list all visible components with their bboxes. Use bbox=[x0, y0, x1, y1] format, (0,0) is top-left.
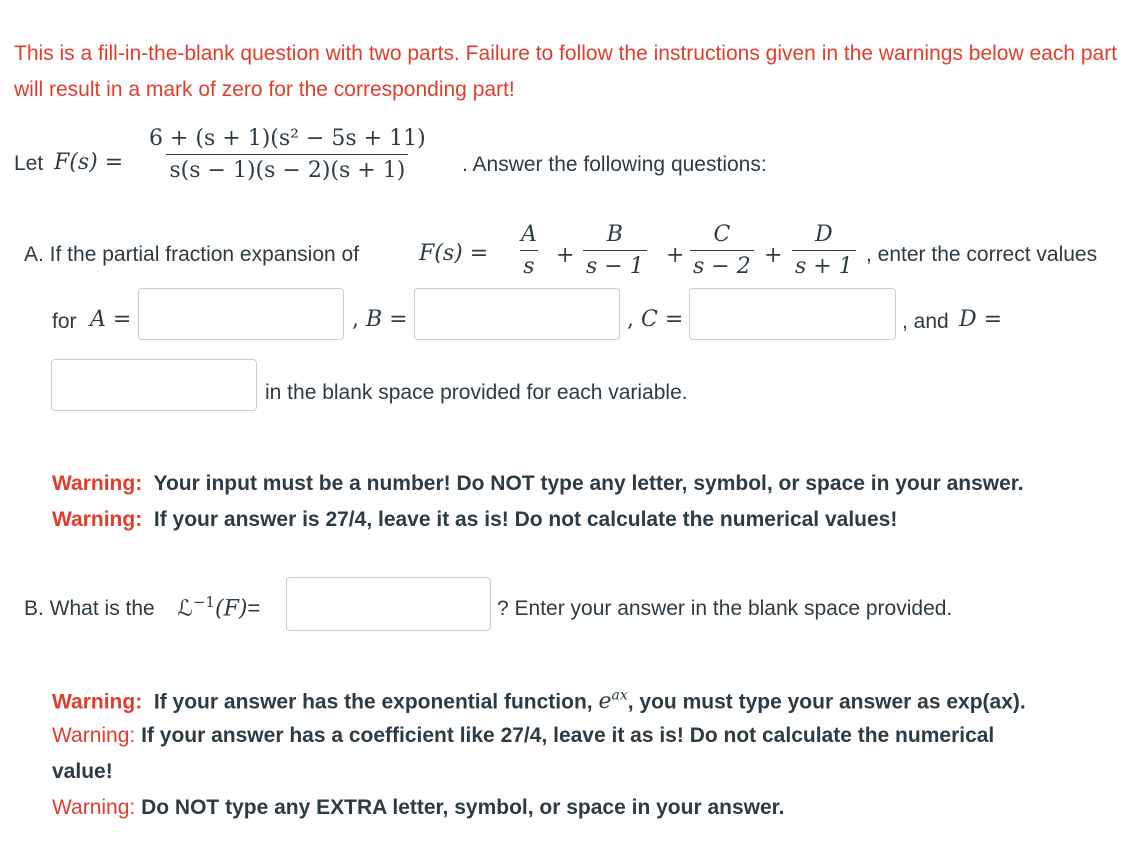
exp-math: $e^{ax}$ bbox=[598, 688, 628, 715]
term-c-fraction: $\frac{C}{s - 2}$ bbox=[690, 222, 754, 279]
plus-sign: + bbox=[556, 243, 575, 268]
term-a-fraction: $\frac{A}{s}$ bbox=[521, 222, 537, 279]
function-fraction bbox=[146, 126, 429, 183]
answer-b-input[interactable] bbox=[414, 288, 620, 340]
var-c-label: , C = bbox=[627, 307, 684, 332]
answer-c-input[interactable] bbox=[689, 288, 896, 340]
var-b-label: , B = bbox=[352, 307, 408, 332]
answer-b-part-input[interactable] bbox=[286, 577, 491, 631]
warning-b-3: Warning: Do NOT type any EXTRA letter, symbol, or space in your answer. bbox=[52, 796, 785, 819]
var-a-label: A = bbox=[90, 307, 132, 332]
laplace-operator: ℒ bbox=[177, 596, 193, 622]
inverse-laplace-expression: ℒ$^{-1}$(F)= bbox=[177, 593, 261, 622]
for-label: for bbox=[52, 310, 77, 333]
warning-b-2-continued: value! bbox=[52, 760, 113, 783]
let-label: Let bbox=[14, 152, 44, 175]
answer-a-input[interactable] bbox=[138, 288, 344, 340]
intro-text: This is a fill-in-the-blank question with two parts. Failure to follow the instructions given in the warnings below each part will result in a mark of zero for the corresponding part! bbox=[14, 42, 1118, 101]
answer-d-input[interactable] bbox=[51, 359, 257, 411]
function-lhs: F(s) = bbox=[54, 150, 124, 175]
answer-following-text: . Answer the following questions: bbox=[462, 153, 767, 176]
warning-b-1: Warning: If your answer has the exponential function, $e^{ax}$, you must type your answer as exp(ax). bbox=[52, 688, 1026, 715]
warning-b-2: Warning: If your answer has a coefficient like 27/4, leave it as is! Do not calculate the numerical bbox=[52, 724, 995, 747]
term-b-fraction: $\frac{B}{s - 1}$ bbox=[583, 222, 647, 279]
plus-sign: + bbox=[666, 243, 685, 268]
part-a-lhs: F(s) = bbox=[419, 241, 489, 266]
warning-a-2: Warning: If your answer is 27/4, leave it as is! Do not calculate the numerical values! bbox=[52, 508, 898, 531]
plus-sign: + bbox=[764, 243, 783, 268]
and-label: , and bbox=[902, 310, 949, 333]
function-numerator: 6 + (s + 1)(s² − 5s + 11) bbox=[149, 126, 426, 151]
part-b-suffix: ? Enter your answer in the blank space provided. bbox=[497, 597, 953, 620]
warning-a-1: Warning: Your input must be a number! Do NOT type any letter, symbol, or space in your answer. bbox=[52, 472, 1024, 495]
var-d-label: D = bbox=[959, 307, 1003, 332]
term-d-fraction: $\frac{D}{s + 1}$ bbox=[792, 222, 856, 279]
part-a-prefix: A. If the partial fraction expansion of bbox=[24, 243, 360, 266]
function-denominator: s(s − 1)(s − 2)(s + 1) bbox=[166, 154, 408, 183]
part-a-tail: in the blank space provided for each variable. bbox=[265, 381, 688, 404]
part-a-suffix: , enter the correct values bbox=[866, 243, 1098, 266]
part-b-prefix: B. What is the bbox=[24, 597, 155, 620]
inverse-superscript: −1 bbox=[192, 593, 215, 611]
